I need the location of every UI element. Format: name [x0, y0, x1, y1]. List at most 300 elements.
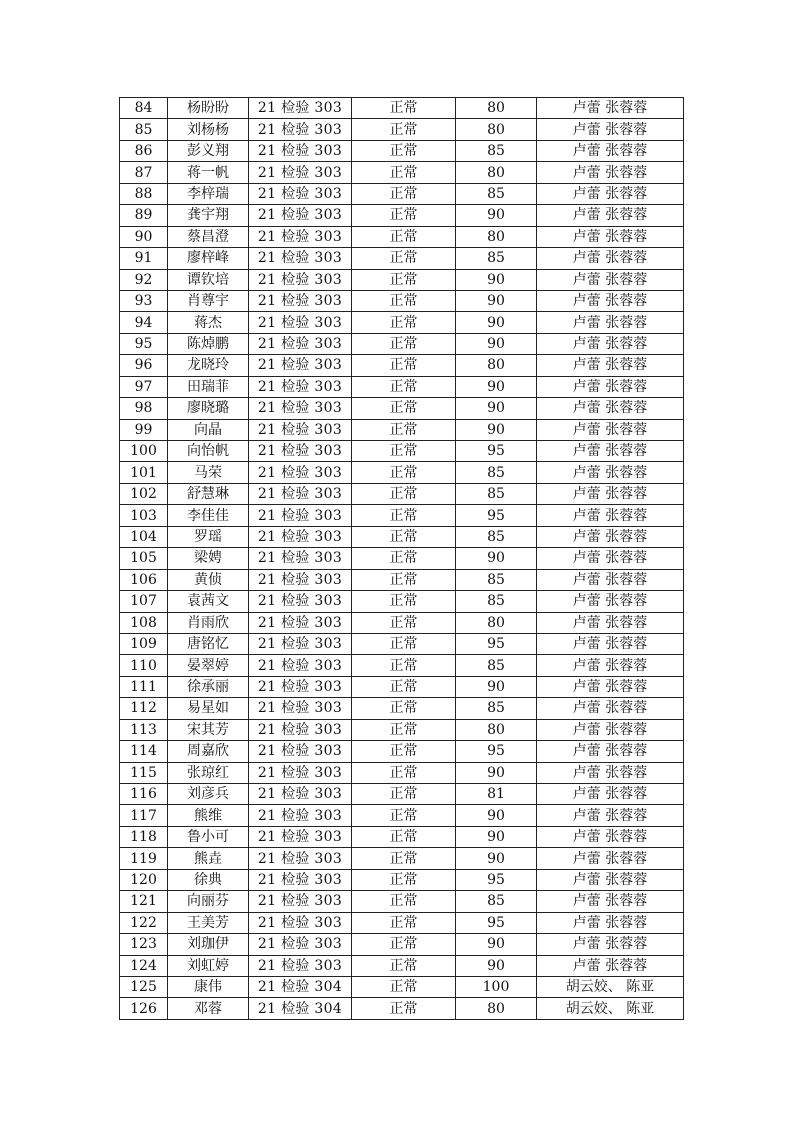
teachers-cell: 卢蕾 张蓉蓉	[537, 676, 684, 697]
class-name-cell: 21 检验 303	[249, 312, 352, 333]
class-name-cell: 21 检验 303	[249, 741, 352, 762]
status-cell: 正常	[352, 183, 456, 204]
status-cell: 正常	[352, 441, 456, 462]
table-row	[120, 741, 684, 762]
row-number-cell: 88	[120, 183, 168, 204]
score-cell: 90	[456, 548, 537, 569]
score-cell: 80	[456, 119, 537, 140]
student-name-cell: 肖尊宇	[168, 290, 249, 311]
teachers-cell: 卢蕾 张蓉蓉	[537, 248, 684, 269]
teachers-cell: 卢蕾 张蓉蓉	[537, 333, 684, 354]
score-cell: 85	[456, 526, 537, 547]
score-cell: 95	[456, 741, 537, 762]
class-name-cell: 21 检验 303	[249, 140, 352, 161]
table-row	[120, 848, 684, 869]
teachers-cell: 卢蕾 张蓉蓉	[537, 376, 684, 397]
class-name-cell: 21 检验 303	[249, 398, 352, 419]
score-cell: 80	[456, 612, 537, 633]
score-cell: 85	[456, 248, 537, 269]
status-cell: 正常	[352, 398, 456, 419]
teachers-cell: 卢蕾 张蓉蓉	[537, 762, 684, 783]
student-name-cell: 徐典	[168, 869, 249, 890]
class-name-cell: 21 检验 303	[249, 505, 352, 526]
table-row	[120, 205, 684, 226]
row-number-cell: 106	[120, 569, 168, 590]
score-cell: 80	[456, 355, 537, 376]
table-row	[120, 526, 684, 547]
table-row	[120, 762, 684, 783]
score-cell: 80	[456, 998, 537, 1019]
status-cell: 正常	[352, 719, 456, 740]
score-cell: 85	[456, 891, 537, 912]
row-number-cell: 102	[120, 483, 168, 504]
teachers-cell: 卢蕾 张蓉蓉	[537, 226, 684, 247]
score-cell: 80	[456, 162, 537, 183]
table-row	[120, 912, 684, 933]
student-name-cell: 罗瑶	[168, 526, 249, 547]
student-name-cell: 杨盼盼	[168, 98, 249, 119]
table-row	[120, 333, 684, 354]
status-cell: 正常	[352, 741, 456, 762]
class-name-cell: 21 检验 303	[249, 441, 352, 462]
score-cell: 85	[456, 591, 537, 612]
class-name-cell: 21 检验 304	[249, 998, 352, 1019]
class-name-cell: 21 检验 303	[249, 98, 352, 119]
class-name-cell: 21 检验 303	[249, 591, 352, 612]
student-name-cell: 向怡帆	[168, 441, 249, 462]
teachers-cell: 胡云姣、 陈亚	[537, 976, 684, 997]
score-cell: 95	[456, 441, 537, 462]
score-cell: 90	[456, 955, 537, 976]
table-row	[120, 698, 684, 719]
table-row	[120, 119, 684, 140]
row-number-cell: 107	[120, 591, 168, 612]
student-name-cell: 刘杨杨	[168, 119, 249, 140]
student-name-cell: 易星如	[168, 698, 249, 719]
class-name-cell: 21 检验 303	[249, 526, 352, 547]
student-name-cell: 李梓瑞	[168, 183, 249, 204]
teachers-cell: 卢蕾 张蓉蓉	[537, 955, 684, 976]
status-cell: 正常	[352, 912, 456, 933]
table-row	[120, 376, 684, 397]
status-cell: 正常	[352, 248, 456, 269]
teachers-cell: 卢蕾 张蓉蓉	[537, 419, 684, 440]
student-name-cell: 熊维	[168, 805, 249, 826]
score-cell: 90	[456, 290, 537, 311]
teachers-cell: 卢蕾 张蓉蓉	[537, 441, 684, 462]
class-name-cell: 21 检验 303	[249, 934, 352, 955]
status-cell: 正常	[352, 269, 456, 290]
teachers-cell: 卢蕾 张蓉蓉	[537, 526, 684, 547]
student-name-cell: 唐铭忆	[168, 633, 249, 654]
status-cell: 正常	[352, 376, 456, 397]
teachers-cell: 卢蕾 张蓉蓉	[537, 183, 684, 204]
score-cell: 85	[456, 569, 537, 590]
class-name-cell: 21 检验 303	[249, 848, 352, 869]
table-row	[120, 162, 684, 183]
class-name-cell: 21 检验 303	[249, 269, 352, 290]
teachers-cell: 卢蕾 张蓉蓉	[537, 162, 684, 183]
class-name-cell: 21 检验 303	[249, 698, 352, 719]
table-row	[120, 483, 684, 504]
teachers-cell: 卢蕾 张蓉蓉	[537, 355, 684, 376]
teachers-cell: 卢蕾 张蓉蓉	[537, 398, 684, 419]
row-number-cell: 98	[120, 398, 168, 419]
table-row	[120, 462, 684, 483]
table-row	[120, 784, 684, 805]
table-row	[120, 312, 684, 333]
student-name-cell: 肖雨欣	[168, 612, 249, 633]
student-name-cell: 向晶	[168, 419, 249, 440]
status-cell: 正常	[352, 483, 456, 504]
status-cell: 正常	[352, 290, 456, 311]
score-cell: 90	[456, 848, 537, 869]
teachers-cell: 卢蕾 张蓉蓉	[537, 140, 684, 161]
student-name-cell: 李佳佳	[168, 505, 249, 526]
student-name-cell: 廖梓峰	[168, 248, 249, 269]
student-name-cell: 徐承丽	[168, 676, 249, 697]
table-row	[120, 676, 684, 697]
row-number-cell: 85	[120, 119, 168, 140]
class-name-cell: 21 检验 303	[249, 183, 352, 204]
student-name-cell: 田瑞菲	[168, 376, 249, 397]
class-name-cell: 21 检验 303	[249, 612, 352, 633]
status-cell: 正常	[352, 676, 456, 697]
row-number-cell: 100	[120, 441, 168, 462]
table-row	[120, 398, 684, 419]
table-row	[120, 248, 684, 269]
score-cell: 90	[456, 376, 537, 397]
table-row	[120, 934, 684, 955]
table-row	[120, 998, 684, 1019]
class-name-cell: 21 检验 303	[249, 355, 352, 376]
table-row	[120, 612, 684, 633]
table-row	[120, 591, 684, 612]
row-number-cell: 115	[120, 762, 168, 783]
score-cell: 90	[456, 205, 537, 226]
status-cell: 正常	[352, 226, 456, 247]
class-name-cell: 21 检验 303	[249, 462, 352, 483]
table-row	[120, 98, 684, 119]
score-cell: 95	[456, 869, 537, 890]
row-number-cell: 116	[120, 784, 168, 805]
status-cell: 正常	[352, 805, 456, 826]
score-cell: 90	[456, 826, 537, 847]
row-number-cell: 101	[120, 462, 168, 483]
status-cell: 正常	[352, 762, 456, 783]
student-name-cell: 马荣	[168, 462, 249, 483]
class-name-cell: 21 检验 303	[249, 655, 352, 676]
row-number-cell: 89	[120, 205, 168, 226]
score-cell: 81	[456, 784, 537, 805]
class-name-cell: 21 检验 303	[249, 162, 352, 183]
row-number-cell: 122	[120, 912, 168, 933]
table-row	[120, 290, 684, 311]
status-cell: 正常	[352, 140, 456, 161]
class-name-cell: 21 检验 303	[249, 205, 352, 226]
student-name-cell: 邓蓉	[168, 998, 249, 1019]
row-number-cell: 108	[120, 612, 168, 633]
teachers-cell: 卢蕾 张蓉蓉	[537, 591, 684, 612]
score-cell: 85	[456, 655, 537, 676]
status-cell: 正常	[352, 462, 456, 483]
class-name-cell: 21 检验 303	[249, 633, 352, 654]
student-name-cell: 刘虹婷	[168, 955, 249, 976]
score-cell: 85	[456, 462, 537, 483]
class-name-cell: 21 检验 303	[249, 119, 352, 140]
teachers-cell: 胡云姣、 陈亚	[537, 998, 684, 1019]
class-name-cell: 21 检验 303	[249, 226, 352, 247]
table-row	[120, 419, 684, 440]
class-name-cell: 21 检验 303	[249, 719, 352, 740]
class-name-cell: 21 检验 303	[249, 784, 352, 805]
row-number-cell: 87	[120, 162, 168, 183]
table-row	[120, 655, 684, 676]
status-cell: 正常	[352, 891, 456, 912]
table-row	[120, 633, 684, 654]
teachers-cell: 卢蕾 张蓉蓉	[537, 612, 684, 633]
student-name-cell: 廖晓璐	[168, 398, 249, 419]
table-row	[120, 569, 684, 590]
row-number-cell: 109	[120, 633, 168, 654]
row-number-cell: 110	[120, 655, 168, 676]
student-name-cell: 熊垚	[168, 848, 249, 869]
class-name-cell: 21 检验 303	[249, 248, 352, 269]
status-cell: 正常	[352, 612, 456, 633]
score-cell: 100	[456, 976, 537, 997]
table-body	[120, 98, 684, 1020]
status-cell: 正常	[352, 569, 456, 590]
status-cell: 正常	[352, 205, 456, 226]
score-cell: 95	[456, 633, 537, 654]
row-number-cell: 103	[120, 505, 168, 526]
student-name-cell: 龙晓玲	[168, 355, 249, 376]
status-cell: 正常	[352, 784, 456, 805]
student-name-cell: 舒慧琳	[168, 483, 249, 504]
table-row	[120, 140, 684, 161]
score-cell: 90	[456, 762, 537, 783]
student-name-cell: 张琼红	[168, 762, 249, 783]
teachers-cell: 卢蕾 张蓉蓉	[537, 826, 684, 847]
teachers-cell: 卢蕾 张蓉蓉	[537, 912, 684, 933]
score-cell: 90	[456, 805, 537, 826]
teachers-cell: 卢蕾 张蓉蓉	[537, 205, 684, 226]
score-cell: 80	[456, 98, 537, 119]
score-cell: 90	[456, 312, 537, 333]
teachers-cell: 卢蕾 张蓉蓉	[537, 719, 684, 740]
teachers-cell: 卢蕾 张蓉蓉	[537, 891, 684, 912]
status-cell: 正常	[352, 548, 456, 569]
student-name-cell: 袁茜文	[168, 591, 249, 612]
student-name-cell: 黄侦	[168, 569, 249, 590]
status-cell: 正常	[352, 698, 456, 719]
status-cell: 正常	[352, 312, 456, 333]
row-number-cell: 117	[120, 805, 168, 826]
class-name-cell: 21 检验 303	[249, 290, 352, 311]
status-cell: 正常	[352, 591, 456, 612]
row-number-cell: 86	[120, 140, 168, 161]
score-cell: 80	[456, 719, 537, 740]
status-cell: 正常	[352, 526, 456, 547]
row-number-cell: 94	[120, 312, 168, 333]
row-number-cell: 84	[120, 98, 168, 119]
score-cell: 95	[456, 505, 537, 526]
status-cell: 正常	[352, 848, 456, 869]
table-row	[120, 505, 684, 526]
teachers-cell: 卢蕾 张蓉蓉	[537, 98, 684, 119]
row-number-cell: 97	[120, 376, 168, 397]
teachers-cell: 卢蕾 张蓉蓉	[537, 805, 684, 826]
row-number-cell: 114	[120, 741, 168, 762]
student-name-cell: 蒋一帆	[168, 162, 249, 183]
class-name-cell: 21 检验 303	[249, 419, 352, 440]
table-row	[120, 548, 684, 569]
table-row	[120, 183, 684, 204]
student-name-cell: 鲁小可	[168, 826, 249, 847]
status-cell: 正常	[352, 98, 456, 119]
student-name-cell: 周嘉欣	[168, 741, 249, 762]
student-name-cell: 蔡昌澄	[168, 226, 249, 247]
status-cell: 正常	[352, 333, 456, 354]
table-row	[120, 869, 684, 890]
table-row	[120, 441, 684, 462]
score-cell: 90	[456, 269, 537, 290]
teachers-cell: 卢蕾 张蓉蓉	[537, 548, 684, 569]
status-cell: 正常	[352, 505, 456, 526]
table-row	[120, 976, 684, 997]
row-number-cell: 91	[120, 248, 168, 269]
score-cell: 95	[456, 912, 537, 933]
row-number-cell: 95	[120, 333, 168, 354]
class-name-cell: 21 检验 303	[249, 826, 352, 847]
teachers-cell: 卢蕾 张蓉蓉	[537, 483, 684, 504]
status-cell: 正常	[352, 419, 456, 440]
teachers-cell: 卢蕾 张蓉蓉	[537, 934, 684, 955]
status-cell: 正常	[352, 633, 456, 654]
status-cell: 正常	[352, 998, 456, 1019]
status-cell: 正常	[352, 934, 456, 955]
row-number-cell: 90	[120, 226, 168, 247]
row-number-cell: 123	[120, 934, 168, 955]
table-row	[120, 891, 684, 912]
row-number-cell: 112	[120, 698, 168, 719]
score-cell: 90	[456, 934, 537, 955]
row-number-cell: 119	[120, 848, 168, 869]
row-number-cell: 125	[120, 976, 168, 997]
row-number-cell: 96	[120, 355, 168, 376]
class-name-cell: 21 检验 303	[249, 376, 352, 397]
row-number-cell: 113	[120, 719, 168, 740]
teachers-cell: 卢蕾 张蓉蓉	[537, 462, 684, 483]
table-row	[120, 805, 684, 826]
class-name-cell: 21 检验 303	[249, 805, 352, 826]
status-cell: 正常	[352, 162, 456, 183]
status-cell: 正常	[352, 955, 456, 976]
row-number-cell: 105	[120, 548, 168, 569]
score-cell: 85	[456, 483, 537, 504]
status-cell: 正常	[352, 869, 456, 890]
teachers-cell: 卢蕾 张蓉蓉	[537, 741, 684, 762]
student-name-cell: 陈焯鹏	[168, 333, 249, 354]
row-number-cell: 124	[120, 955, 168, 976]
class-name-cell: 21 检验 303	[249, 569, 352, 590]
teachers-cell: 卢蕾 张蓉蓉	[537, 633, 684, 654]
teachers-cell: 卢蕾 张蓉蓉	[537, 869, 684, 890]
class-name-cell: 21 检验 303	[249, 891, 352, 912]
student-name-cell: 王美芳	[168, 912, 249, 933]
student-name-cell: 彭义翔	[168, 140, 249, 161]
class-name-cell: 21 检验 303	[249, 333, 352, 354]
score-cell: 90	[456, 676, 537, 697]
teachers-cell: 卢蕾 张蓉蓉	[537, 655, 684, 676]
student-name-cell: 晏翠婷	[168, 655, 249, 676]
class-name-cell: 21 检验 303	[249, 548, 352, 569]
class-name-cell: 21 检验 303	[249, 955, 352, 976]
student-score-table	[119, 97, 684, 1020]
score-cell: 90	[456, 398, 537, 419]
table-row	[120, 226, 684, 247]
teachers-cell: 卢蕾 张蓉蓉	[537, 505, 684, 526]
teachers-cell: 卢蕾 张蓉蓉	[537, 119, 684, 140]
row-number-cell: 120	[120, 869, 168, 890]
student-name-cell: 向丽芬	[168, 891, 249, 912]
teachers-cell: 卢蕾 张蓉蓉	[537, 269, 684, 290]
status-cell: 正常	[352, 976, 456, 997]
row-number-cell: 111	[120, 676, 168, 697]
status-cell: 正常	[352, 655, 456, 676]
student-name-cell: 宋其芳	[168, 719, 249, 740]
status-cell: 正常	[352, 355, 456, 376]
score-cell: 90	[456, 419, 537, 440]
class-name-cell: 21 检验 303	[249, 869, 352, 890]
status-cell: 正常	[352, 826, 456, 847]
student-name-cell: 龚宇翔	[168, 205, 249, 226]
student-name-cell: 康伟	[168, 976, 249, 997]
row-number-cell: 92	[120, 269, 168, 290]
score-cell: 80	[456, 226, 537, 247]
table-row	[120, 269, 684, 290]
student-name-cell: 谭钦培	[168, 269, 249, 290]
teachers-cell: 卢蕾 张蓉蓉	[537, 784, 684, 805]
class-name-cell: 21 检验 304	[249, 976, 352, 997]
table-row	[120, 719, 684, 740]
row-number-cell: 126	[120, 998, 168, 1019]
table-row	[120, 955, 684, 976]
teachers-cell: 卢蕾 张蓉蓉	[537, 569, 684, 590]
row-number-cell: 118	[120, 826, 168, 847]
teachers-cell: 卢蕾 张蓉蓉	[537, 312, 684, 333]
student-name-cell: 蒋杰	[168, 312, 249, 333]
class-name-cell: 21 检验 303	[249, 762, 352, 783]
score-cell: 85	[456, 698, 537, 719]
student-name-cell: 梁娉	[168, 548, 249, 569]
teachers-cell: 卢蕾 张蓉蓉	[537, 698, 684, 719]
class-name-cell: 21 检验 303	[249, 912, 352, 933]
row-number-cell: 93	[120, 290, 168, 311]
score-cell: 85	[456, 140, 537, 161]
table-row	[120, 826, 684, 847]
class-name-cell: 21 检验 303	[249, 676, 352, 697]
row-number-cell: 104	[120, 526, 168, 547]
row-number-cell: 121	[120, 891, 168, 912]
student-name-cell: 刘彦兵	[168, 784, 249, 805]
row-number-cell: 99	[120, 419, 168, 440]
teachers-cell: 卢蕾 张蓉蓉	[537, 290, 684, 311]
score-cell: 85	[456, 183, 537, 204]
teachers-cell: 卢蕾 张蓉蓉	[537, 848, 684, 869]
status-cell: 正常	[352, 119, 456, 140]
student-name-cell: 刘珈伊	[168, 934, 249, 955]
